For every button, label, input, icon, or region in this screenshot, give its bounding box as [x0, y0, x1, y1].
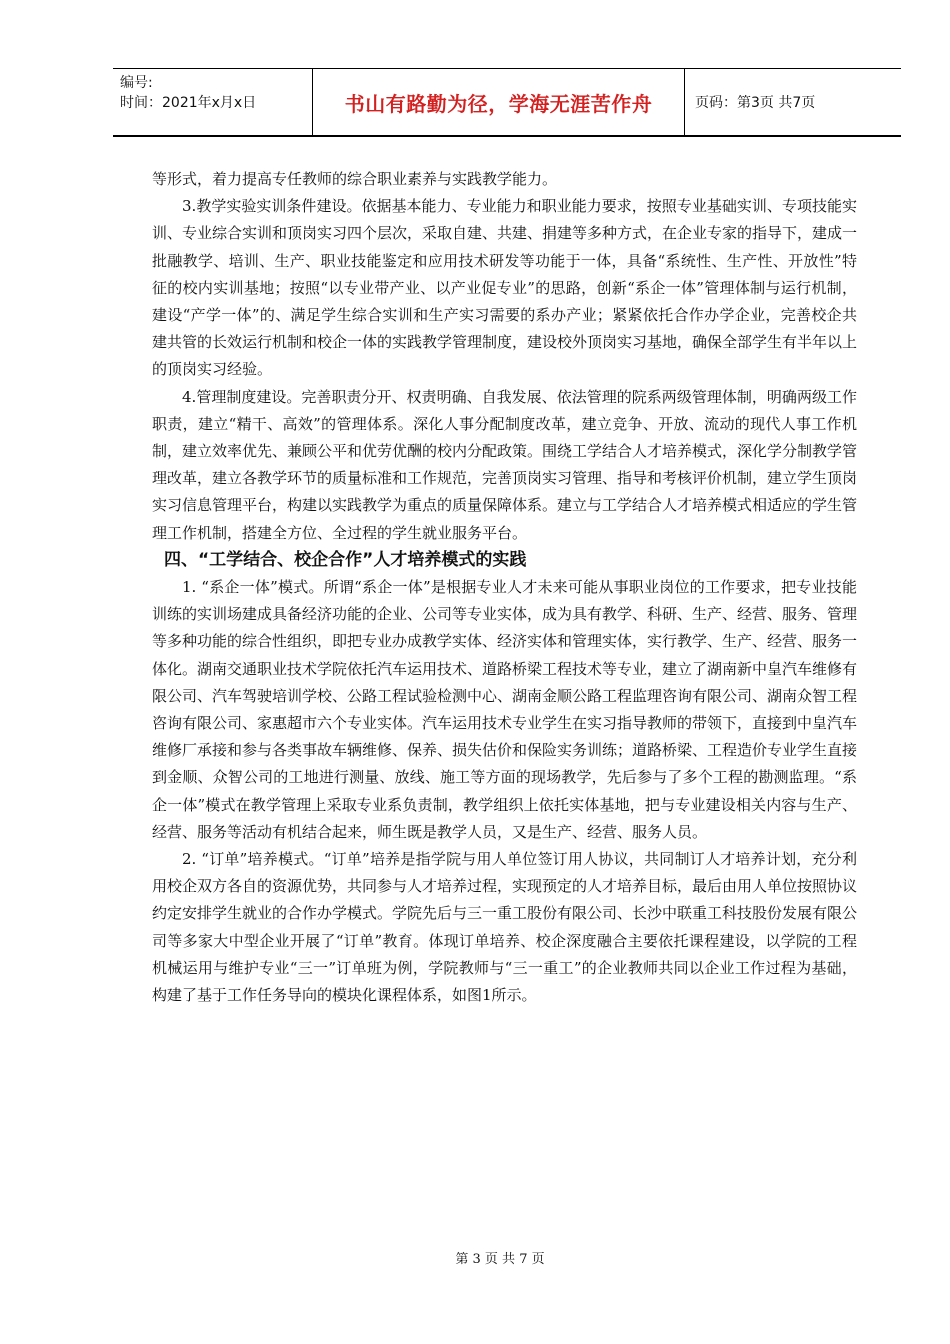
section-heading: 四、“工学结合、校企合作”人才培养模式的实践 [164, 549, 527, 570]
header-meta [113, 69, 313, 135]
body-paragraph: 4.管理制度建设。完善职责分开、权责明确、自我发展、依法管理的院系两级管理体制，明确两级工作职责，建立“精干、高效”的管理体系。深化人事分配制度改革，建立竞争、开放、流动的现代人事工作机制，建立效率优先、兼顾公平和优劳优酬的校内分配政策。围绕工学结合人才培养模式，深化学分制教学管理改革，建立各教学环节的质量标准和工作规范，完善顶岗实习管理、指导和考核评价机制，建立学生顶岗实习信息管理平台，构建以实践教学为重点的质量保障体系。建立与工学结合人才培养模式相适应的学生管理工作机制，搭建全方位、全过程的学生就业服务平台。 [152, 387, 858, 542]
header-page-code: 页码：第3页 共7页 [695, 95, 816, 111]
body-paragraph: 等形式，着力提高专任教师的综合职业素养与实践教学能力。 [152, 170, 558, 188]
body-paragraph: 1. “系企一体”模式。所谓“系企一体”是根据专业人才未来可能从事职业岗位的工作要求，把专业技能训练的实训场建成具备经济功能的企业、公司等专业实体，成为具有教学、科研、生产、经营、服务、管理等多种功能的综合性组织，即把专业办成教学实体、经济实体和管理实体，实行教学、生产、经营、服务一体化。湖南交通职业技术学院依托汽车运用技术、道路桥梁工程技术等专业，建立了湖南新中皇汽车维修有限公司、汽车驾驶培训学校、公路工程试验检测中心、湖南金顺公路工程监理咨询有限公司、湖南众智工程咨询有限公司、家惠超市六个专业实体。汽车运用技术专业学生在实习指导教师的带领下，直接到中皇汽车维修厂承接和参与各类事故车辆维修、保养、损失估价和保险实务训练；道路桥梁、工程造价专业学生直接到金顺、众智公司的工地进行测量、放线、施工等方面的现场教学，先后参与了多个工程的勘测监理。“系企一体”模式在教学管理上采取专业系负责制，教学组织上依托实体基地，把与专业建设相关内容与生产、经营、服务等活动有机结合起来，师生既是教学人员，又是生产、经营、服务人员。 [152, 578, 858, 841]
code-label: 编号: [120, 75, 153, 91]
page-header [113, 68, 901, 137]
document-body [152, 166, 857, 1009]
body-paragraph: 2. “订单”培养模式。“订单”培养是指学院与用人单位签订用人协议，共同制订人才培养计划，充分利用校企双方各自的资源优势，共同参与人才培养过程，实现预定的人才培养目标，最后由用人单位按照协议约定安排学生就业的合作办学模式。学院先后与三一重工股份有限公司、长沙中联重工科技股份发展有限公司等多家大中型企业开展了“订单”教育。体现订单培养、校企深度融合主要依托课程建设，以学院的工程机械运用与维护专业“三一”订单班为例，学院教师与“三一重工”的企业教师共同以企业工作过程为基础，构建了基于工作任务导向的模块化课程体系，如图1所示。 [152, 850, 858, 1005]
page-footer: 第 3 页 共 7 页 [455, 1252, 545, 1267]
time-label: 时间：2021年x月x日 [120, 95, 257, 111]
header-motto: 书山有路勤为径，学海无涯苦作舟 [313, 69, 685, 135]
body-paragraph: 3.教学实验实训条件建设。依据基本能力、专业能力和职业能力要求，按照专业基础实训、专项技能实训、专业综合实训和顶岗实习四个层次，采取自建、共建、捐建等多种方式，在企业专家的指导下，建成一批融教学、培训、生产、职业技能鉴定和应用技术研发等功能于一体，具备“系统性、生产性、开放性”特征的校内实训基地；按照“以专业带产业、以产业促专业”的思路，创新“系企一体”管理体制与运行机制，建设“产学一体”的、满足学生综合实训和生产实习需要的系办产业；紧紧依托合作办学企业，完善校企共建共管的长效运行机制和校企一体的实践教学管理制度，建设校外顶岗实习基地，确保全部学生有半年以上的顶岗实习经验。 [152, 197, 858, 379]
